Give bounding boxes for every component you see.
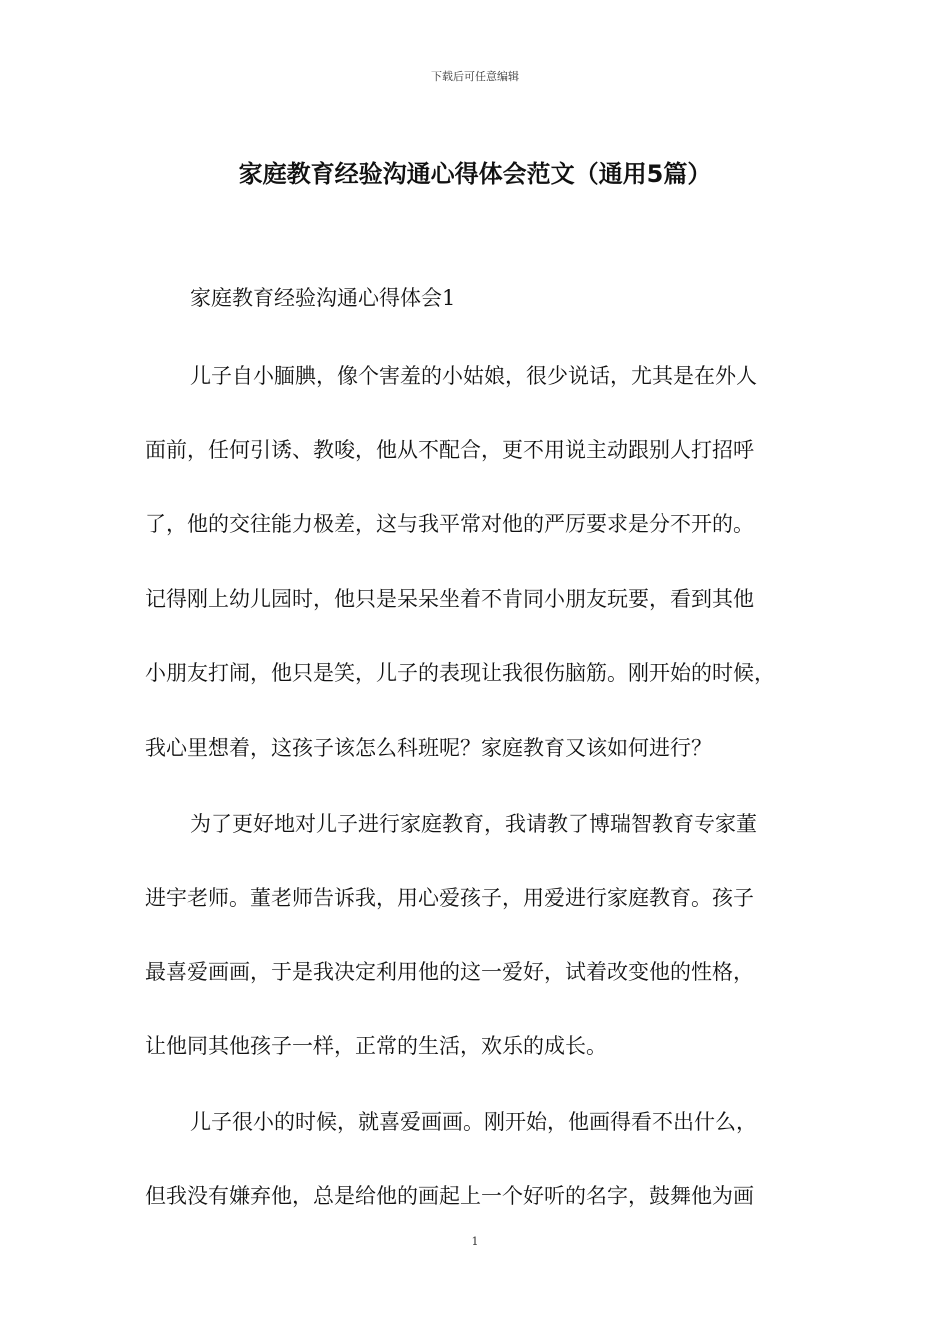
- body-line: 儿子自小腼腆，像个害羞的小姑娘，很少说话，尤其是在外人: [190, 364, 757, 388]
- page-number: 1: [471, 1235, 479, 1248]
- body-line: 面前，任何引诱、教唆，他从不配合，更不用说主动跟别人打招呼: [145, 438, 754, 462]
- body-line: 小朋友打闹，他只是笑，儿子的表现让我很伤脑筋。刚开始的时候，: [145, 661, 775, 685]
- body-line: 让他同其他孩子一样，正常的生活，欢乐的成长。: [145, 1034, 607, 1058]
- body-line: 儿子很小的时候，就喜爱画画。刚开始，他画得看不出什么，: [190, 1110, 757, 1134]
- body-line: 但我没有嫌弃他，总是给他的画起上一个好听的名字，鼓舞他为画: [145, 1184, 754, 1208]
- body-line: 进宇老师。董老师告诉我，用心爱孩子，用爱进行家庭教育。孩子: [145, 886, 754, 910]
- body-line: 记得刚上幼儿园时，他只是呆呆坐着不肯同小朋友玩要，看到其他: [145, 587, 754, 611]
- document-title: 家庭教育经验沟通心得体会范文（通用5篇）: [238, 160, 712, 188]
- body-line: 了，他的交往能力极差，这与我平常对他的严厉要求是分不开的。: [145, 512, 754, 536]
- section-heading: 家庭教育经验沟通心得体会1: [190, 286, 456, 310]
- body-line: 为了更好地对儿子进行家庭教育，我请教了博瑞智教育专家董: [190, 812, 757, 836]
- body-line: 最喜爱画画，于是我决定利用他的这一爱好，试着改变他的性格，: [145, 960, 754, 984]
- body-line: 我心里想着，这孩子该怎么科班呢？家庭教育又该如何进行？: [145, 736, 712, 760]
- header-note: 下载后可任意编辑: [431, 70, 519, 83]
